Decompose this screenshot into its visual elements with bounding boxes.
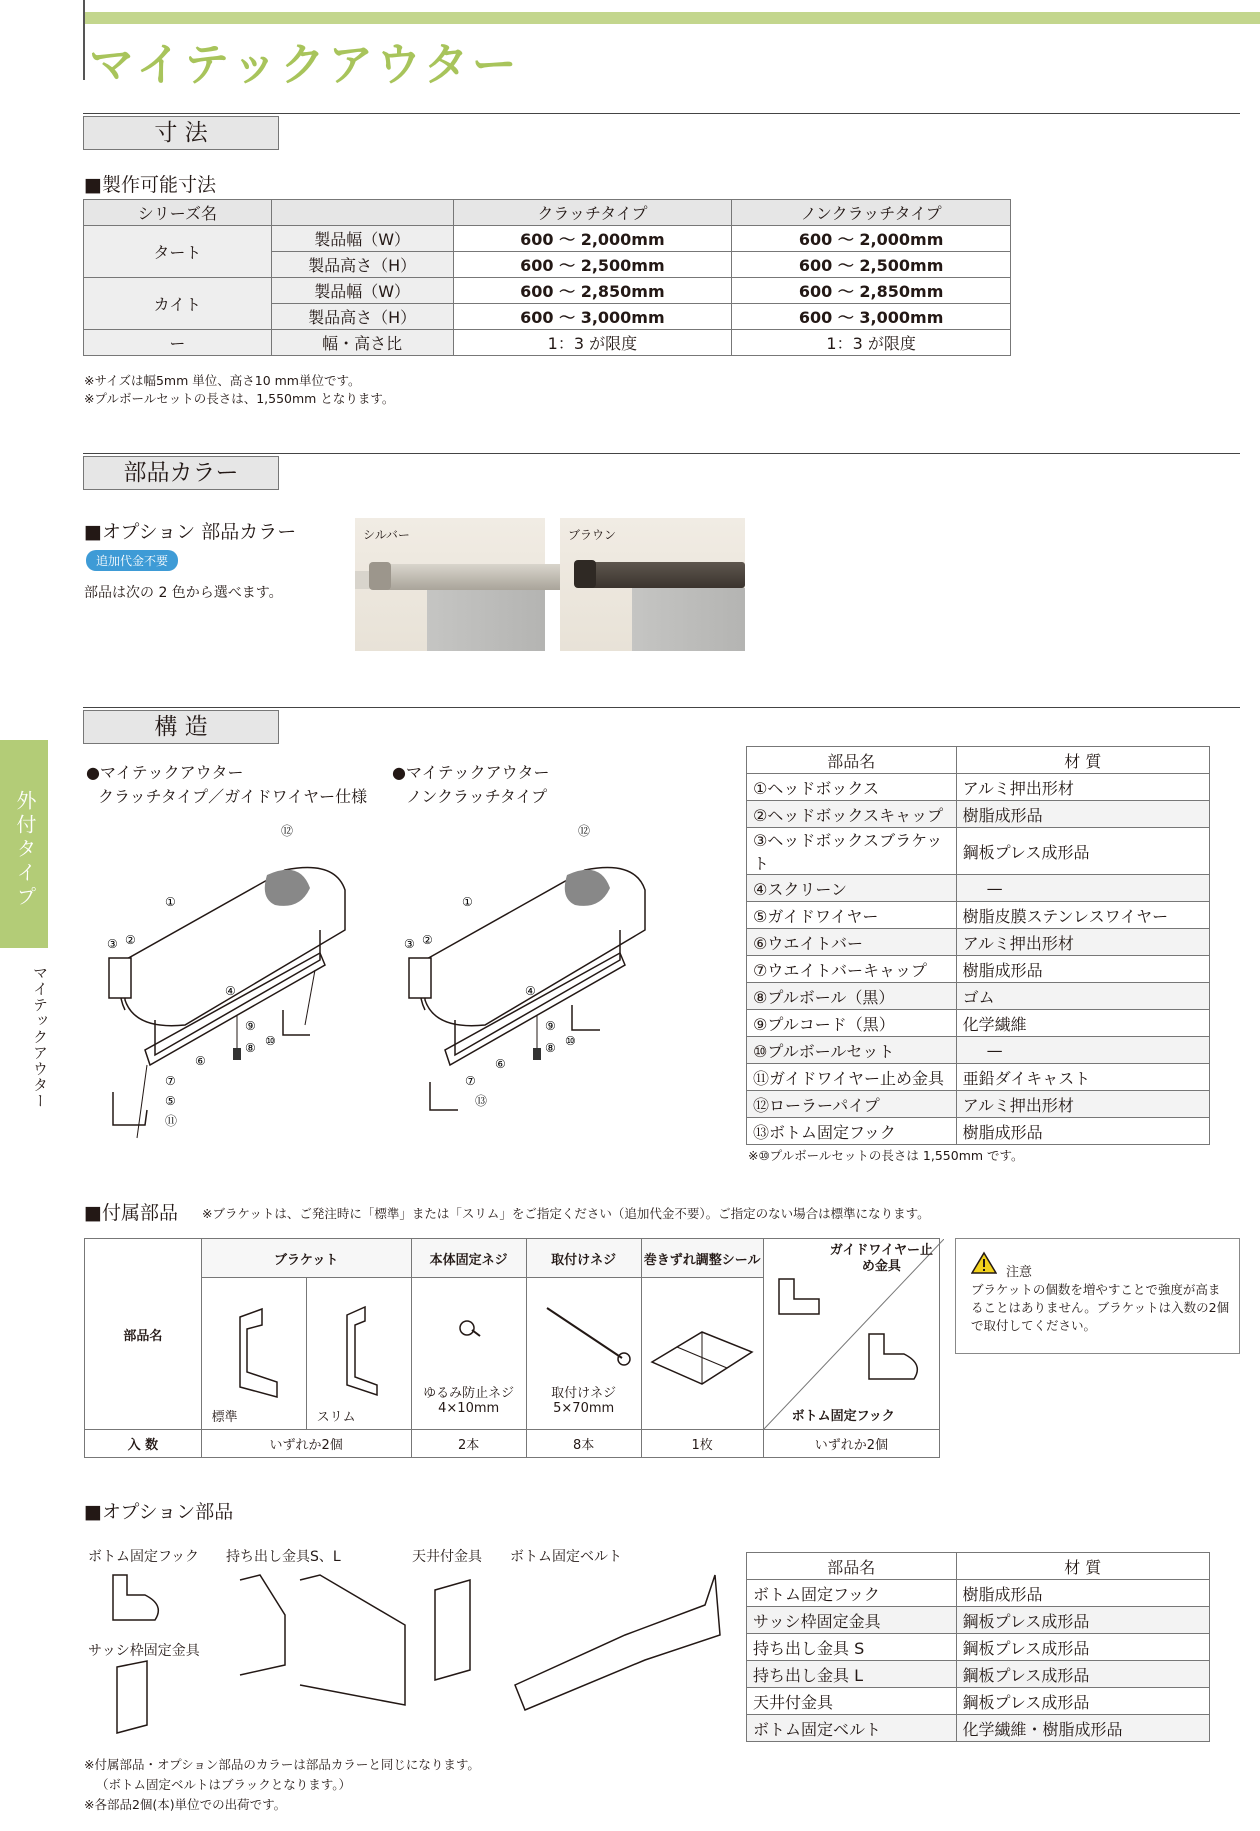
col-header-bracket: ブラケット [201,1239,411,1278]
bottom-hook-caption: ボトム固定フック [791,1409,895,1424]
table-row [84,226,1011,252]
ceiling-bracket-drawing [435,1580,470,1680]
section-rule [83,707,1240,708]
diagram-right-title: ●マイテックアウター [392,763,550,782]
loosening-screw-icon [412,1278,526,1378]
table-row [84,278,1011,304]
table-row [747,1037,1210,1064]
option-label: 天井付金具 [412,1549,482,1565]
color-subheading: ■オプション 部品カラー [84,521,297,543]
material-cell: 亜鉛ダイキャスト [956,1064,1209,1091]
item-cell: 製品幅（W） [271,278,453,304]
table-row [747,983,1210,1010]
nonclutch-cell: 600 〜 3,000mm [732,304,1011,330]
col-header-nonclutch: ノンクラッチタイプ [732,200,1011,226]
part-name-cell: ⑪ガイドワイヤー止め金具 [747,1064,957,1091]
qty-wire-stopper: いずれか2個 [763,1430,939,1458]
table-row [747,1688,1210,1715]
pull-ball-shape [233,1048,241,1060]
part-name-cell: ⑥ウエイトバー [747,929,957,956]
sidebar-section-label: マイテックアウター [31,965,49,1109]
callout-8: ⑧ [245,1041,256,1055]
col-header-seal: 巻きずれ調整シール [641,1239,763,1278]
nonclutch-cell: 1：3 が限度 [732,330,1011,356]
header-color-bar [85,12,1260,24]
callout-8: ⑧ [545,1041,556,1055]
headbox-outline [425,868,645,1026]
clutch-cell: 600 〜 2,850mm [453,278,732,304]
item-cell: 製品高さ（H） [271,252,453,278]
material-cell: 樹脂成形品 [956,956,1209,983]
item-cell: 製品幅（W） [271,226,453,252]
callout-7: ⑦ [165,1074,176,1088]
part-name-cell: ⑤ガイドワイヤー [747,902,957,929]
bottom-hook-shape [572,1005,600,1030]
row-label-name: 部品名 [85,1239,202,1430]
callout-6: ⑥ [495,1057,506,1071]
caution-box [955,1238,1240,1354]
callout-6: ⑥ [195,1054,206,1068]
callout-4: ④ [225,984,236,998]
table-row [747,774,1210,801]
body-screw-cell [411,1278,526,1430]
table-row [747,828,1210,875]
callout-4: ④ [525,984,536,998]
non-clutch-type-diagram [400,820,650,1120]
part-name-cell: ⑧プルボール（黒） [747,983,957,1010]
table-row [747,1661,1210,1688]
part-name-cell: 持ち出し金具 S [747,1634,957,1661]
qty-seal: 1枚 [641,1430,763,1458]
brown-swatch-photo [560,518,745,651]
section-rule [83,453,1240,454]
part-name-cell: ボトム固定ベルト [747,1715,957,1742]
qty-screw: 2本 [411,1430,526,1458]
option-label: サッシ枠固定金具 [88,1643,200,1659]
guide-wire-line [137,1065,147,1138]
table-row [747,875,1210,902]
clutch-cell: 600 〜 3,000mm [453,304,732,330]
series-cell: タート [84,226,272,278]
bracket-shape [409,958,431,998]
part-name-cell: ボトム固定フック [747,1580,957,1607]
swatch-label: シルバー [363,528,410,542]
material-cell: — [956,1037,1209,1064]
col-header-material: 材 質 [956,747,1209,774]
col-header-part: 部品名 [747,747,957,774]
row-label-qty: 入 数 [85,1430,202,1458]
part-name-cell: ⑨プルコード（黒） [747,1010,957,1037]
options-note: ※各部品2個(本)単位での出荷です。 [84,1797,287,1812]
extension-bracket-s-drawing [240,1575,285,1675]
bracket-slim-cell [306,1278,411,1430]
adjustment-seal-icon [642,1292,763,1412]
table-row [747,1634,1210,1661]
seal-cell [641,1278,763,1430]
options-note: （ボトム固定ベルトはブラックとなります。） [96,1777,352,1792]
material-cell: — [956,875,1209,902]
material-cell: 樹脂成形品 [956,1580,1209,1607]
diagram-left-subtitle: クラッチタイプ／ガイドワイヤー仕様 [98,787,368,806]
caution-text: ブラケットの個数を増やすことで強度が高まることはありません。ブラケットは入数の2個で取付してください。 [971,1282,1230,1333]
table-row [747,1118,1210,1145]
material-cell: 鋼板プレス成形品 [956,1688,1209,1715]
callout-5: ⑤ [165,1094,176,1108]
silver-swatch-photo [355,518,545,651]
option-parts-drawing [85,1565,745,1735]
materials-note: ※⑩プルボールセットの長さは 1,550mm です。 [748,1148,1024,1163]
callout-10: ⑩ [265,1034,276,1048]
part-name-cell: ③ヘッドボックスブラケット [747,828,957,875]
table-row [747,1607,1210,1634]
callout-12: ⑫ [578,824,591,838]
section-heading-dimensions: 寸 法 [83,116,279,150]
callout-10: ⑩ [565,1034,576,1048]
structure-materials-table [746,746,1210,1145]
materials-body [747,774,1210,1145]
material-cell: アルミ押出形材 [956,929,1209,956]
dimensions-subheading: ■製作可能寸法 [84,174,216,196]
bottom-belt-drawing [515,1575,720,1710]
material-cell: 鋼板プレス成形品 [956,828,1209,875]
callout-1: ① [462,895,473,909]
free-option-badge: 追加代金不要 [86,550,178,571]
part-name-cell: ④スクリーン [747,875,957,902]
callout-2: ② [125,933,136,947]
callout-11: ⑪ [165,1114,178,1128]
item-cell: 幅・高さ比 [271,330,453,356]
bottom-hook-drawing [113,1575,158,1620]
screen-fabric [632,588,745,651]
part-name-cell: ⑫ローラーパイプ [747,1091,957,1118]
part-name-cell: ①ヘッドボックス [747,774,957,801]
clutch-cell: 1：3 が限度 [453,330,732,356]
section-rule [83,113,1240,114]
accessories-heading-note: ※ブラケットは、ご発注時に「標準」または「スリム」をご指定ください（追加代金不要）。ご指定のない場合は標準になります。 [202,1206,930,1221]
col-header-screw: 本体固定ネジ [411,1239,526,1278]
wire-stopper-icon [779,1279,819,1314]
bracket-standard-icon [202,1297,306,1407]
col-header-mount-screw: 取付けネジ [526,1239,641,1278]
caution-title: 注意 [1006,1265,1033,1280]
material-cell: 鋼板プレス成形品 [956,1661,1209,1688]
screw-caption-size: 4×10mm [438,1401,500,1416]
col-header-item [271,200,453,226]
nonclutch-cell: 600 〜 2,500mm [732,252,1011,278]
part-name-cell: 天井付金具 [747,1688,957,1715]
callout-12: ⑫ [281,824,294,838]
qty-mount-screw: 8本 [526,1430,641,1458]
material-cell: アルミ押出形材 [956,1091,1209,1118]
table-row [747,929,1210,956]
callout-9: ⑨ [545,1019,556,1033]
series-cell: カイト [84,278,272,330]
swatch-label: ブラウン [568,528,617,542]
table-row [747,1064,1210,1091]
materials-body [747,1580,1210,1742]
part-name-cell: ②ヘッドボックスキャップ [747,801,957,828]
warning-icon [971,1251,997,1275]
table-row [747,1580,1210,1607]
material-cell: 鋼板プレス成形品 [956,1607,1209,1634]
option-label: ボトム固定ベルト [510,1549,622,1565]
callout-2: ② [422,933,433,947]
nonclutch-cell: 600 〜 2,850mm [732,278,1011,304]
clutch-cell: 600 〜 2,000mm [453,226,732,252]
table-row [747,902,1210,929]
callout-3: ③ [404,937,415,951]
headbox-cap [574,560,596,588]
item-cell: 製品高さ（H） [271,304,453,330]
option-label: 持ち出し金具S、L [226,1549,341,1565]
mount-screw-caption-name: 取付けネジ [551,1386,617,1401]
sash-bracket-drawing [117,1661,147,1733]
col-header-part: 部品名 [747,1553,957,1580]
col-header-series: シリーズ名 [84,200,272,226]
screw-caption-name: ゆるみ防止ネジ [423,1386,515,1401]
option-label: ボトム固定フック [88,1549,200,1565]
option-materials-table [746,1552,1210,1742]
headbox-outline [125,868,345,1026]
callout-3: ③ [107,937,118,951]
bracket-caption-standard: 標準 [211,1410,238,1425]
col-header-clutch: クラッチタイプ [453,200,732,226]
material-cell: 鋼板プレス成形品 [956,1634,1209,1661]
dimensions-note: ※プルボールセットの長さは、1,550mm となります。 [84,391,395,406]
table-row [747,1715,1210,1742]
pull-ball-shape [533,1048,541,1060]
clutch-cell: 600 〜 2,500mm [453,252,732,278]
diagram-left-title: ●マイテックアウター [86,763,244,782]
table-row [747,1010,1210,1037]
guide-wire-line [305,970,315,1025]
bracket-caption-slim: スリム [316,1410,356,1425]
mount-screw-cell [526,1278,641,1430]
callout-1: ① [165,895,176,909]
roller-pipe-shape [265,870,310,906]
material-cell: アルミ押出形材 [956,774,1209,801]
callout-9: ⑨ [245,1019,256,1033]
diagram-right-subtitle: ノンクラッチタイプ [406,787,548,806]
bracket-standard-cell [201,1278,306,1430]
extension-bracket-l-drawing [300,1575,405,1705]
headbox-silver [375,564,565,590]
roller-pipe-shape [565,870,610,906]
part-name-cell: 持ち出し金具 L [747,1661,957,1688]
bracket-slim-icon [307,1297,411,1407]
headbox-brown [580,562,745,588]
dimensions-note: ※サイズは幅5mm 単位、高さ10 mm単位です。 [84,373,361,388]
part-name-cell: サッシ枠固定金具 [747,1607,957,1634]
accessories-table [84,1238,940,1458]
material-cell: 化学繊維 [956,1010,1209,1037]
material-cell: 樹脂成形品 [956,1118,1209,1145]
mount-screw-icon [527,1278,641,1378]
col-header-wire-stopper: ガイドワイヤー止め金具 [829,1243,933,1274]
sidebar-tab-label: 外付タイプ [13,790,37,910]
bottom-hook-shape [430,1082,458,1110]
dimensions-table [83,199,1011,356]
material-cell: ゴム [956,983,1209,1010]
qty-bracket: いずれか2個 [201,1430,411,1458]
page-title: マイテックアウター [89,38,520,91]
table-row [747,1091,1210,1118]
callout-13: ⑬ [475,1094,488,1108]
accessories-heading: ■付属部品 [84,1202,178,1224]
material-cell: 化学繊維・樹脂成形品 [956,1715,1209,1742]
wire-stopper-cell [763,1239,939,1430]
mount-screw-caption-size: 5×70mm [553,1401,615,1416]
material-cell: 樹脂皮膜ステンレスワイヤー [956,902,1209,929]
section-heading-color: 部品カラー [83,456,279,490]
part-name-cell: ⑦ウエイトバーキャップ [747,956,957,983]
options-note: ※付属部品・オプション部品のカラーは部品カラーと同じになります。 [84,1757,480,1772]
bracket-shape [109,958,131,998]
clutch-type-diagram [95,820,365,1140]
section-heading-structure: 構 造 [83,710,279,744]
part-name-cell: ⑩プルボールセット [747,1037,957,1064]
col-header-material: 材 質 [956,1553,1209,1580]
wire-stopper-shape [113,1092,147,1125]
color-description: 部品は次の 2 色から選べます。 [84,585,283,601]
table-row [84,330,1011,356]
bottom-hook-icon [869,1334,917,1379]
material-cell: 樹脂成形品 [956,801,1209,828]
table-row [747,801,1210,828]
part-name-cell: ⑬ボトム固定フック [747,1118,957,1145]
series-cell: ー [84,330,272,356]
options-heading: ■オプション部品 [84,1501,234,1523]
table-row [747,956,1210,983]
screen-fabric [427,590,545,651]
callout-7: ⑦ [465,1074,476,1088]
nonclutch-cell: 600 〜 2,000mm [732,226,1011,252]
headbox-cap [369,562,391,590]
